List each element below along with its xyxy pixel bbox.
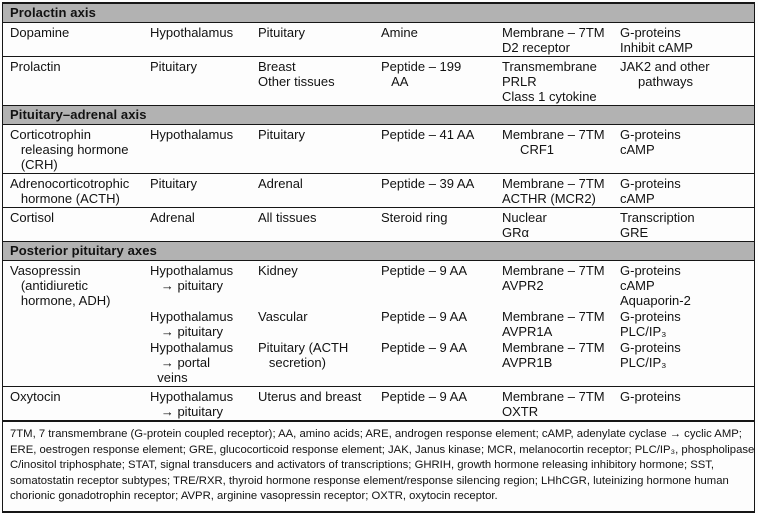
cell-line: Pituitary [150,176,197,191]
table-cell [381,263,502,308]
cell-line: G-proteins [620,25,681,40]
table-cell [258,210,381,240]
cell-line: veins [150,370,188,385]
table-cell [502,127,620,172]
table-cell [10,25,150,55]
cell-line: PLC/IP₃ [620,324,667,339]
cell-line: AVPR1B [502,355,553,370]
cell-line: Pituitary (ACTH [258,340,349,355]
cell-line: Aquaporin-2 [620,293,691,308]
table-row [3,56,754,105]
table-row [3,340,754,386]
table-cell [150,309,258,339]
cell-line: Corticotrophin [10,127,91,142]
cell-line: ACTHR (MCR2) [502,191,596,206]
cell-line: Membrane – 7TM [502,340,605,355]
table-cell [381,389,502,419]
table-cell [150,340,258,385]
table-cell [502,340,620,385]
table-cell [502,59,620,104]
cell-line: GRE [620,225,649,240]
cell-line: Hypothalamus [150,309,234,324]
cell-line: OXTR [502,404,539,419]
table-cell [502,176,620,206]
cell-line: Hypothalamus [150,340,234,355]
cell-line: PRLR [502,74,537,89]
table-cell [258,309,381,339]
table-cell [620,127,754,172]
cell-line: Adrenal [150,210,195,225]
table-cell [258,59,381,104]
cell-line: Adrenocorticotrophic [10,176,130,191]
footnote-line: 7TM, 7 transmembrane (G-protein coupled receptor); AA, amino acids; ARE, androgen response element; cAMP, adenylate cyclase → cyclic AMP; [10,428,742,440]
cell-line: Steroid ring [381,210,448,225]
table-cell [381,210,502,240]
table-cell [150,263,258,308]
cell-line: Class 1 cytokine [502,89,597,104]
cell-line: Amine [381,25,418,40]
table-cell [258,176,381,206]
table-cell [381,59,502,104]
table-cell [150,127,258,172]
table-cell [258,340,381,385]
table-cell [10,263,150,308]
cell-line: Hypothalamus [150,263,234,278]
table-cell [10,59,150,104]
cell-line: Prolactin [10,59,61,74]
table-cell [620,309,754,339]
cell-line: AA [381,74,409,89]
cell-line: G-proteins [620,309,681,324]
cell-line: Breast [258,59,296,74]
cell-line: Pituitary [258,127,305,142]
cell-line: (CRH) [10,157,58,172]
table-cell [502,25,620,55]
cell-line: Inhibit cAMP [620,40,693,55]
table-cell [620,176,754,206]
cell-line: Kidney [258,263,298,278]
cell-line: Membrane – 7TM [502,309,605,324]
table-cell [620,263,754,308]
table-row [3,22,754,56]
table-cell [620,340,754,385]
table-cell [150,210,258,240]
footnote-line: C/inositol triphosphate; STAT, signal transducers and activators of transcriptions; GHRIH, growth hormone releasing inhibitory hormone; SST, [10,459,715,472]
table-cell [502,309,620,339]
cell-line: → portal [150,355,210,370]
cell-line: Vasopressin [10,263,81,278]
cell-line: → pituitary [150,324,223,339]
cell-line: cAMP [620,191,655,206]
table-cell [381,309,502,339]
cell-line: G-proteins [620,176,681,191]
cell-line: Dopamine [10,25,70,40]
cell-line: Membrane – 7TM [502,127,605,142]
cell-line: secretion) [258,355,326,370]
table-cell [10,176,150,206]
section-header: Pituitary–adrenal axis [3,105,754,124]
table-cell [620,389,754,419]
table-cell [502,389,620,419]
cell-line: Membrane – 7TM [502,25,605,40]
table-cell [381,340,502,385]
hormone-axes-table [2,2,755,513]
cell-line: Peptide – 9 AA [381,263,468,278]
cell-line: → pituitary [150,278,223,293]
cell-line: Peptide – 39 AA [381,176,475,191]
footnote-line: chorionic gonadotrophin receptor; AVPR, arginine vasopressin receptor; OXTR, oxytocin receptor. [10,490,498,503]
table-cell [150,176,258,206]
table-cell [381,25,502,55]
cell-line: G-proteins [620,340,681,355]
cell-line: G-proteins [620,263,681,278]
cell-line: Nuclear [502,210,547,225]
table-cell [502,263,620,308]
table-cell [150,389,258,419]
table-cell [620,210,754,240]
table-row [3,124,754,173]
cell-line: G-proteins [620,389,681,404]
cell-line: Membrane – 7TM [502,263,605,278]
cell-line: Cortisol [10,210,55,225]
table-cell [620,59,754,104]
cell-line: cAMP [620,142,655,157]
table-row [3,260,754,309]
table-cell [150,59,258,104]
cell-line: Membrane – 7TM [502,176,605,191]
table-row [3,386,754,420]
table-row [3,207,754,241]
cell-line: pathways [620,74,693,89]
table-cell [258,263,381,308]
cell-line: Other tissues [258,74,335,89]
section-header: Posterior pituitary axes [3,241,754,260]
cell-line: hormone, ADH) [10,293,111,308]
cell-line: Uterus and breast [258,389,362,404]
table-cell [381,176,502,206]
cell-line: Oxytocin [10,389,61,404]
cell-line: Peptide – 9 AA [381,309,468,324]
table-cell [10,340,150,385]
section-header: Prolactin axis [3,4,754,22]
cell-line: CRF1 [502,142,555,157]
cell-line: → pituitary [150,404,223,419]
table-cell [10,309,150,339]
table-cell [258,25,381,55]
table-row [3,173,754,207]
table-cell [150,25,258,55]
table-cell [502,210,620,240]
table-cell [10,389,150,419]
cell-line: JAK2 and other [620,59,710,74]
cell-line: Hypothalamus [150,25,234,40]
cell-line: G-proteins [620,127,681,142]
cell-line: Pituitary [150,59,197,74]
cell-line: Peptide – 41 AA [381,127,475,142]
cell-line: Hypothalamus [150,127,234,142]
cell-line: Transmembrane [502,59,597,74]
table-cell [258,127,381,172]
cell-line: AVPR1A [502,324,553,339]
cell-line: All tissues [258,210,317,225]
table-cell [620,25,754,55]
cell-line: Peptide – 9 AA [381,389,468,404]
table-cell [10,127,150,172]
table-cell [258,389,381,419]
cell-line: Adrenal [258,176,303,191]
cell-line: hormone (ACTH) [10,191,120,206]
cell-line: D2 receptor [502,40,570,55]
footnote-line: somatostatin receptor subtypes; TRE/RXR, thyroid hormone response element/response silencing region; LHhCGR, luteinizing hormone human [10,474,729,487]
cell-line: Hypothalamus [150,389,234,404]
table-cell [381,127,502,172]
cell-line: Membrane – 7TM [502,389,605,404]
cell-line: Vascular [258,309,308,324]
cell-line: Peptide – 199 [381,59,462,74]
footnote-line: ERE, oestrogen response element; GRE, glucocorticoid response element; JAK, Janus kinase; MCR, melanocortin receptor; PLC/IP₃, phospholipase [10,443,754,456]
cell-line: cAMP [620,278,655,293]
cell-line: (antidiuretic [10,278,89,293]
cell-line: AVPR2 [502,278,544,293]
cell-line: GRα [502,225,530,240]
cell-line: PLC/IP₃ [620,355,667,370]
table-cell [10,210,150,240]
cell-line: Transcription [620,210,695,225]
cell-line: Peptide – 9 AA [381,340,468,355]
cell-line: Pituitary [258,25,305,40]
abbreviations-footnote [3,420,754,511]
table-row [3,309,754,340]
cell-line: releasing hormone [10,142,129,157]
